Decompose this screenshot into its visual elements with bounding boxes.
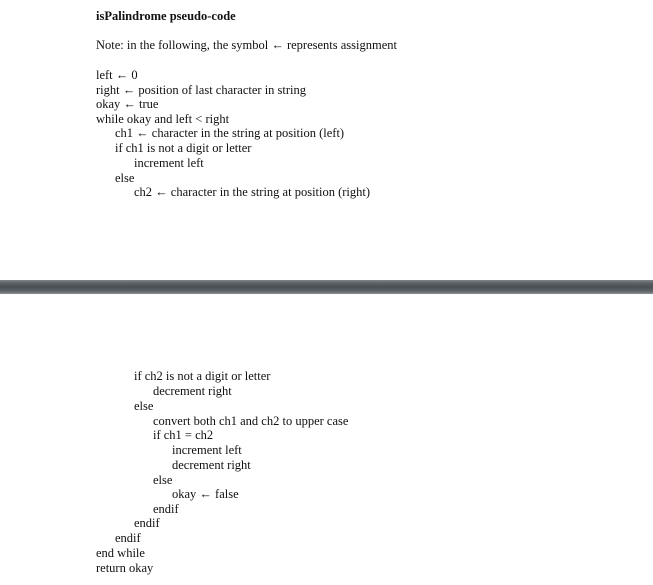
code-line: okay ← true bbox=[96, 97, 159, 111]
code-line: else bbox=[134, 399, 154, 413]
code-line: if ch1 is not a digit or letter bbox=[115, 141, 252, 155]
page-divider bbox=[0, 280, 653, 294]
code-line: decrement right bbox=[172, 458, 251, 472]
code-line: while okay and left < right bbox=[96, 112, 230, 126]
code-line: endif bbox=[115, 531, 141, 545]
code-line: end while bbox=[96, 546, 145, 560]
code-line: if ch1 = ch2 bbox=[153, 428, 214, 442]
code-line: convert both ch1 and ch2 to upper case bbox=[153, 414, 349, 428]
assignment-note: Note: in the following, the symbol ← represents assignment bbox=[96, 38, 397, 52]
code-line: right ← position of last character in string bbox=[96, 83, 307, 97]
code-line: left ← 0 bbox=[96, 68, 138, 82]
document-page-1 bbox=[0, 0, 653, 280]
code-line: else bbox=[153, 473, 173, 487]
code-line: okay ← false bbox=[172, 487, 239, 501]
code-line: return okay bbox=[96, 561, 154, 575]
code-line: ch2 ← character in the string at position (right) bbox=[134, 185, 371, 199]
code-line: endif bbox=[134, 516, 160, 530]
document-title: isPalindrome pseudo-code bbox=[96, 9, 236, 23]
code-line: increment left bbox=[134, 156, 204, 170]
code-line: else bbox=[115, 171, 135, 185]
document-page-2 bbox=[0, 294, 653, 585]
code-line: decrement right bbox=[153, 384, 232, 398]
code-line: endif bbox=[153, 502, 179, 516]
code-line: ch1 ← character in the string at position (left) bbox=[115, 126, 345, 140]
code-line: increment left bbox=[172, 443, 242, 457]
code-line: if ch2 is not a digit or letter bbox=[134, 369, 271, 383]
